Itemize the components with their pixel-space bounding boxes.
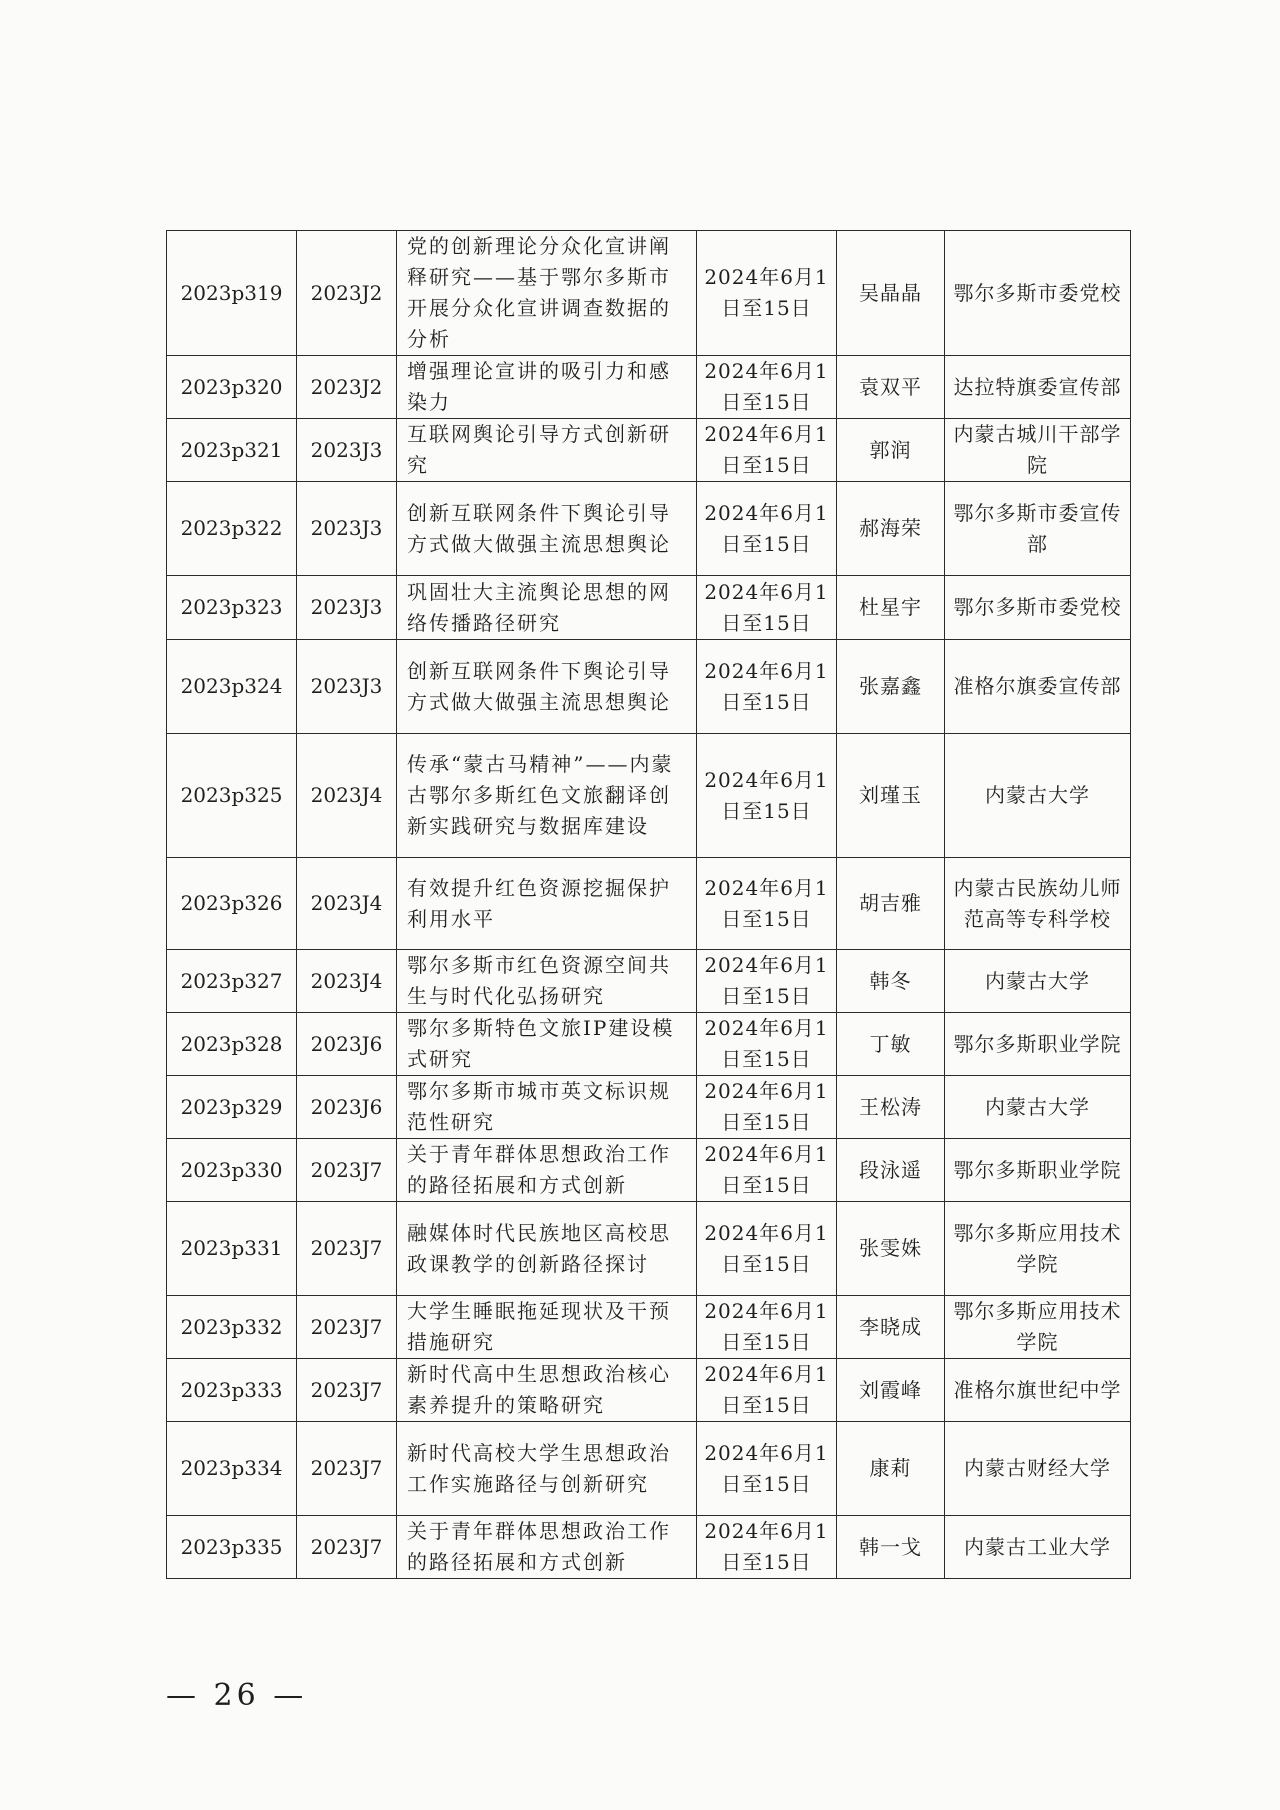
- project-id-cell: 2023p325: [167, 734, 297, 858]
- project-title-cell: 新时代高中生思想政治核心素养提升的策略研究: [397, 1359, 697, 1422]
- project-id-cell: 2023p330: [167, 1139, 297, 1202]
- table-row: [167, 1422, 1131, 1516]
- topic-code-cell: 2023J7: [297, 1422, 397, 1516]
- project-id-cell: 2023p321: [167, 419, 297, 482]
- project-id-cell: 2023p333: [167, 1359, 297, 1422]
- date-cell: 2024年6月1日至15日: [697, 419, 837, 482]
- unit-cell: 内蒙古城川干部学院: [945, 419, 1131, 482]
- table-row: [167, 1013, 1131, 1076]
- date-cell: 2024年6月1日至15日: [697, 950, 837, 1013]
- table-row: [167, 640, 1131, 734]
- table-row: [167, 576, 1131, 640]
- topic-code-cell: 2023J3: [297, 482, 397, 576]
- project-id-cell: 2023p323: [167, 576, 297, 640]
- date-cell: 2024年6月1日至15日: [697, 576, 837, 640]
- date-cell: 2024年6月1日至15日: [697, 858, 837, 950]
- project-id-cell: 2023p322: [167, 482, 297, 576]
- unit-cell: 鄂尔多斯职业学院: [945, 1013, 1131, 1076]
- topic-code-cell: 2023J4: [297, 858, 397, 950]
- date-cell: 2024年6月1日至15日: [697, 482, 837, 576]
- project-title-cell: 融媒体时代民族地区高校思政课教学的创新路径探讨: [397, 1202, 697, 1296]
- table-row: [167, 482, 1131, 576]
- author-name-cell: 郝海荣: [837, 482, 945, 576]
- author-name-cell: 刘霞峰: [837, 1359, 945, 1422]
- date-cell: 2024年6月1日至15日: [697, 356, 837, 419]
- project-id-cell: 2023p328: [167, 1013, 297, 1076]
- project-id-cell: 2023p320: [167, 356, 297, 419]
- topic-code-cell: 2023J2: [297, 231, 397, 356]
- unit-cell: 内蒙古大学: [945, 1076, 1131, 1139]
- date-cell: 2024年6月1日至15日: [697, 1359, 837, 1422]
- project-title-cell: 有效提升红色资源挖掘保护利用水平: [397, 858, 697, 950]
- project-title-cell: 创新互联网条件下舆论引导方式做大做强主流思想舆论: [397, 482, 697, 576]
- date-cell: 2024年6月1日至15日: [697, 1296, 837, 1359]
- author-name-cell: 张雯姝: [837, 1202, 945, 1296]
- author-name-cell: 康莉: [837, 1422, 945, 1516]
- unit-cell: 准格尔旗世纪中学: [945, 1359, 1131, 1422]
- table-row: [167, 950, 1131, 1013]
- author-name-cell: 韩冬: [837, 950, 945, 1013]
- unit-cell: 内蒙古财经大学: [945, 1422, 1131, 1516]
- project-title-cell: 巩固壮大主流舆论思想的网络传播路径研究: [397, 576, 697, 640]
- project-title-cell: 关于青年群体思想政治工作的路径拓展和方式创新: [397, 1139, 697, 1202]
- project-title-cell: 大学生睡眠拖延现状及干预措施研究: [397, 1296, 697, 1359]
- project-id-cell: 2023p324: [167, 640, 297, 734]
- project-id-cell: 2023p335: [167, 1516, 297, 1579]
- project-title-cell: 鄂尔多斯市城市英文标识规范性研究: [397, 1076, 697, 1139]
- project-title-cell: 鄂尔多斯市红色资源空间共生与时代化弘扬研究: [397, 950, 697, 1013]
- unit-cell: 鄂尔多斯职业学院: [945, 1139, 1131, 1202]
- project-title-cell: 鄂尔多斯特色文旅IP建设模式研究: [397, 1013, 697, 1076]
- table-row: [167, 1139, 1131, 1202]
- project-id-cell: 2023p334: [167, 1422, 297, 1516]
- date-cell: 2024年6月1日至15日: [697, 1013, 837, 1076]
- unit-cell: 内蒙古大学: [945, 734, 1131, 858]
- date-cell: 2024年6月1日至15日: [697, 1422, 837, 1516]
- unit-cell: 鄂尔多斯市委党校: [945, 576, 1131, 640]
- topic-code-cell: 2023J3: [297, 419, 397, 482]
- author-name-cell: 杜星宇: [837, 576, 945, 640]
- project-id-cell: 2023p329: [167, 1076, 297, 1139]
- topic-code-cell: 2023J7: [297, 1202, 397, 1296]
- project-id-cell: 2023p332: [167, 1296, 297, 1359]
- project-title-cell: 创新互联网条件下舆论引导方式做大做强主流思想舆论: [397, 640, 697, 734]
- unit-cell: 达拉特旗委宣传部: [945, 356, 1131, 419]
- table-row: [167, 419, 1131, 482]
- date-cell: 2024年6月1日至15日: [697, 1202, 837, 1296]
- table-row: [167, 356, 1131, 419]
- author-name-cell: 王松涛: [837, 1076, 945, 1139]
- topic-code-cell: 2023J6: [297, 1076, 397, 1139]
- topic-code-cell: 2023J3: [297, 640, 397, 734]
- table-row: [167, 1076, 1131, 1139]
- author-name-cell: 袁双平: [837, 356, 945, 419]
- table-row: [167, 1202, 1131, 1296]
- topic-code-cell: 2023J3: [297, 576, 397, 640]
- project-id-cell: 2023p326: [167, 858, 297, 950]
- unit-cell: 内蒙古大学: [945, 950, 1131, 1013]
- topic-code-cell: 2023J7: [297, 1139, 397, 1202]
- project-title-cell: 增强理论宣讲的吸引力和感染力: [397, 356, 697, 419]
- author-name-cell: 刘瑾玉: [837, 734, 945, 858]
- project-title-cell: 关于青年群体思想政治工作的路径拓展和方式创新: [397, 1516, 697, 1579]
- date-cell: 2024年6月1日至15日: [697, 231, 837, 356]
- unit-cell: 鄂尔多斯应用技术学院: [945, 1202, 1131, 1296]
- topic-code-cell: 2023J7: [297, 1516, 397, 1579]
- author-name-cell: 吴晶晶: [837, 231, 945, 356]
- author-name-cell: 韩一戈: [837, 1516, 945, 1579]
- author-name-cell: 丁敏: [837, 1013, 945, 1076]
- author-name-cell: 李晓成: [837, 1296, 945, 1359]
- date-cell: 2024年6月1日至15日: [697, 1076, 837, 1139]
- unit-cell: 准格尔旗委宣传部: [945, 640, 1131, 734]
- unit-cell: 内蒙古民族幼儿师范高等专科学校: [945, 858, 1131, 950]
- topic-code-cell: 2023J7: [297, 1359, 397, 1422]
- unit-cell: 鄂尔多斯市委宣传部: [945, 482, 1131, 576]
- unit-cell: 鄂尔多斯应用技术学院: [945, 1296, 1131, 1359]
- unit-cell: 内蒙古工业大学: [945, 1516, 1131, 1579]
- page-number: — 26 —: [166, 1678, 308, 1713]
- topic-code-cell: 2023J4: [297, 950, 397, 1013]
- table-row: [167, 1359, 1131, 1422]
- project-id-cell: 2023p327: [167, 950, 297, 1013]
- project-table: [166, 230, 1131, 1579]
- date-cell: 2024年6月1日至15日: [697, 734, 837, 858]
- topic-code-cell: 2023J2: [297, 356, 397, 419]
- project-title-cell: 传承“蒙古马精神”——内蒙古鄂尔多斯红色文旅翻译创新实践研究与数据库建设: [397, 734, 697, 858]
- author-name-cell: 段泳遥: [837, 1139, 945, 1202]
- table-row: [167, 1296, 1131, 1359]
- table-row: [167, 1516, 1131, 1579]
- author-name-cell: 郭润: [837, 419, 945, 482]
- author-name-cell: 张嘉鑫: [837, 640, 945, 734]
- topic-code-cell: 2023J4: [297, 734, 397, 858]
- project-id-cell: 2023p331: [167, 1202, 297, 1296]
- project-title-cell: 新时代高校大学生思想政治工作实施路径与创新研究: [397, 1422, 697, 1516]
- project-title-cell: 党的创新理论分众化宣讲阐释研究——基于鄂尔多斯市开展分众化宣讲调查数据的分析: [397, 231, 697, 356]
- author-name-cell: 胡吉雅: [837, 858, 945, 950]
- topic-code-cell: 2023J7: [297, 1296, 397, 1359]
- project-title-cell: 互联网舆论引导方式创新研究: [397, 419, 697, 482]
- table-row: [167, 858, 1131, 950]
- date-cell: 2024年6月1日至15日: [697, 1516, 837, 1579]
- date-cell: 2024年6月1日至15日: [697, 1139, 837, 1202]
- date-cell: 2024年6月1日至15日: [697, 640, 837, 734]
- table-row: [167, 734, 1131, 858]
- project-id-cell: 2023p319: [167, 231, 297, 356]
- topic-code-cell: 2023J6: [297, 1013, 397, 1076]
- project-table-container: [166, 230, 1130, 1579]
- unit-cell: 鄂尔多斯市委党校: [945, 231, 1131, 356]
- table-row: [167, 231, 1131, 356]
